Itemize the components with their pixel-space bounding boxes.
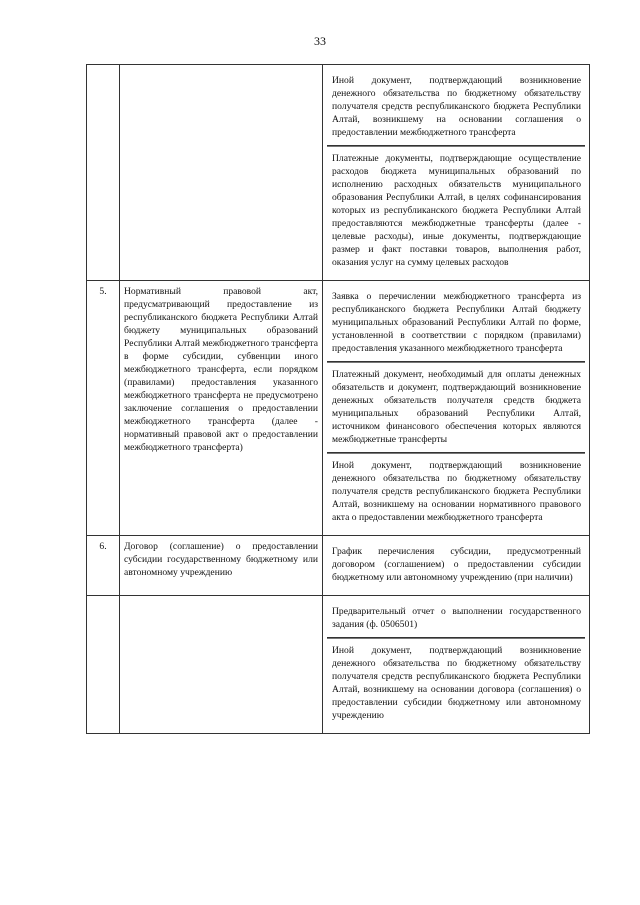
row-number: 6. — [87, 536, 120, 596]
document-item: Заявка о перечислении межбюджетного трансферта из республиканского бюджета Республики Алтай бюджету муниципальных образований Республики Алтай по форме, установленной в соответствии с порядком (правилами) предоставления указанного межбюджетного трансферта — [327, 285, 585, 362]
row-documents — [323, 596, 590, 734]
document-item: График перечисления субсидии, предусмотренный договором (соглашением) о предоставлении субсидии бюджетному или автономному учреждению (при наличии) — [332, 546, 581, 583]
row-number: 5. — [87, 281, 120, 536]
document-item: Иной документ, подтверждающий возникновение денежного обязательства по бюджетному обязательству получателя средств республиканского бюджета Республики Алтай, возникшему на основании соглашения о предоставлении межбюджетного трансферта — [327, 69, 585, 146]
table-row — [87, 65, 590, 281]
row-documents — [323, 536, 590, 596]
document-item: Предварительный отчет о выполнении государственного задания (ф. 0506501) — [327, 600, 585, 638]
document-item: Иной документ, подтверждающий возникновение денежного обязательства по бюджетному обязательству получателя средств республиканского бюджета Республики Алтай, возникшему на основании договора (соглашения) о предоставлении субсидии бюджетному или автономному учреждению — [327, 638, 585, 728]
documents-table — [86, 64, 590, 734]
row-documents — [323, 281, 590, 536]
table-row — [87, 596, 590, 734]
row-basis: Нормативный правовой акт, предусматривающий предоставление из республиканского бюджета Республики Алтай бюджету муниципальных образований Республики Алтай межбюджетного трансферта в форме субсидии, субвенции иного межбюджетного трансферта, если порядком (правилами) предоставления указанного межбюджетного трансферта не предусмотрено заключение соглашения о предоставлении межбюджетного трансферта (далее - нормативный правовой акт о предоставлении межбюджетного трансферта) — [120, 281, 323, 536]
row-basis — [120, 65, 323, 281]
row-number — [87, 596, 120, 734]
row-basis — [120, 596, 323, 734]
document-item: Иной документ, подтверждающий возникновение денежного обязательства по бюджетному обязательству получателя средств республиканского бюджета Республики Алтай, возникшему на основании нормативного правового акта о предоставлении межбюджетного трансферта — [327, 453, 585, 530]
row-number — [87, 65, 120, 281]
table-row — [87, 536, 590, 596]
document-item: Платежный документ, необходимый для оплаты денежных обязательств и документ, подтверждающий возникновение денежных обязательств получателя средств бюджета муниципальных образований Республики Алтай, источником финансового обеспечения которых являются межбюджетные трансферты — [327, 362, 585, 453]
page-number: 33 — [314, 34, 326, 48]
table-row — [87, 281, 590, 536]
document-item: Платежные документы, подтверждающие осуществление расходов бюджета муниципальных образований по исполнению расходных обязательств муниципального образования Республики Алтай, в целях софинансирования которых из республиканского бюджета Республики Алтай предоставляются межбюджетные трансферты (далее - целевые расходы), иные документы, подтверждающие размер и факт поставки товаров, выполнения работ, оказания услуг на сумму целевых расходов — [327, 146, 585, 275]
row-basis: Договор (соглашение) о предоставлении субсидии государственному бюджетному или автономному учреждению — [120, 536, 323, 596]
row-documents — [323, 65, 590, 281]
